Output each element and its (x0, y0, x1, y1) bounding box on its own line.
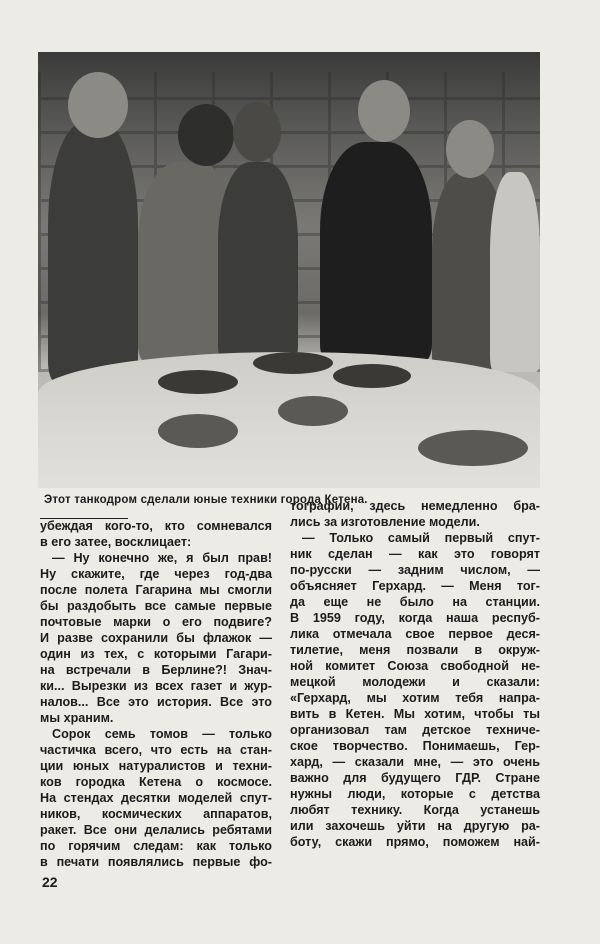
text-line: один из тех, с которыми Гагари- (40, 647, 272, 661)
text-line: организовал там детское техниче- (290, 723, 540, 737)
tree-island-model (418, 430, 528, 466)
text-line: ков городка Кетена о космосе. (40, 775, 272, 789)
tank-model (253, 352, 333, 374)
text-line: важно для будущего ГДР. Стране (290, 771, 540, 785)
text-line: Сорок семь томов — только (52, 727, 272, 741)
text-column-right (290, 498, 540, 850)
text-line: любят технику. Когда устанешь (290, 803, 540, 817)
text-line: тографии, здесь немедленно бра- (290, 499, 540, 513)
text-line: «Герхард, мы хотим тебя напра- (290, 691, 540, 705)
text-line: ракет. Все они делались ребятами (40, 823, 272, 837)
text-line: мы храним. (40, 711, 114, 725)
child-figure (490, 172, 540, 372)
text-line: объясняет Герхард. — Меня тог- (290, 579, 540, 593)
text-line: лика отмечала свое первое деся- (290, 627, 540, 641)
text-line: ников, космических аппаратов, (40, 807, 272, 821)
tank-model (333, 364, 411, 388)
photo-children-tank-models (38, 52, 540, 488)
text-line: почтовые марки о его подвиге? (40, 615, 272, 629)
text-line: хард, — сказали мне, — это очень (290, 755, 540, 769)
text-line: — Ну конечно же, я был прав! (52, 551, 272, 565)
text-line: ной комитет Союза свободной не- (290, 659, 540, 673)
text-line: или захочешь уйти на другую ра- (290, 819, 540, 833)
child-figure (48, 122, 138, 382)
text-line: И разве сохранили бы флажок — (40, 631, 272, 645)
text-line: убеждая кого-то, кто сомневался (40, 519, 272, 533)
text-line: — Только самый первый спут- (302, 531, 540, 545)
tank-model (158, 370, 238, 394)
text-line: нужны люди, которые с детства (290, 787, 540, 801)
child-head (178, 104, 234, 166)
text-line: после полета Гагарина мы смогли (40, 583, 272, 597)
text-line: ское творчество. Понимаешь, Гер- (290, 739, 540, 753)
tree-island-model (278, 396, 348, 426)
text-line: по горячим следам: как только (40, 839, 272, 853)
text-line: да еще не было на станции. (290, 595, 540, 609)
text-line: по-русски — задним числом, — (290, 563, 540, 577)
child-figure (218, 162, 298, 362)
text-line: ник сделан — как это говорят (290, 547, 540, 561)
text-line: налов... Все это история. Все это (40, 695, 272, 709)
text-line: боту, скажи прямо, поможем най- (290, 835, 540, 849)
child-figure (320, 142, 432, 362)
text-line: мецкой молодежи и сказали: (290, 675, 540, 689)
text-line: бы раздобыть все самые первые (40, 599, 272, 613)
tree-island-model (158, 414, 238, 448)
text-line: лись за изготовление модели. (290, 515, 480, 529)
text-line: вить в Кетен. Мы хотим, чтобы ты (290, 707, 540, 721)
text-line: На стендах десятки моделей спут- (40, 791, 272, 805)
text-line: ции юных натуралистов и техни- (40, 759, 272, 773)
photo-caption: Этот танкодром сделали юные техники города Кетена. (44, 494, 368, 506)
child-head (358, 80, 410, 142)
text-line: ки... Вырезки из всех газет и жур- (40, 679, 272, 693)
text-line: частичка всего, что есть на стан- (40, 743, 272, 757)
text-line: Ну скажите, где через год-два (40, 567, 272, 581)
text-line: тилетие, меня позвали в окруж- (290, 643, 540, 657)
text-line: на встречали в Берлине?! Знач- (40, 663, 272, 677)
child-head (68, 72, 128, 138)
text-line: в его затее, восклицает: (40, 535, 192, 549)
text-column-left (40, 518, 272, 870)
text-line: В 1959 году, когда наша респуб- (290, 611, 540, 625)
child-head (233, 102, 281, 162)
text-line: в печати появлялись первые фо- (40, 855, 272, 869)
page-number: 22 (42, 874, 58, 890)
child-head (446, 120, 494, 178)
